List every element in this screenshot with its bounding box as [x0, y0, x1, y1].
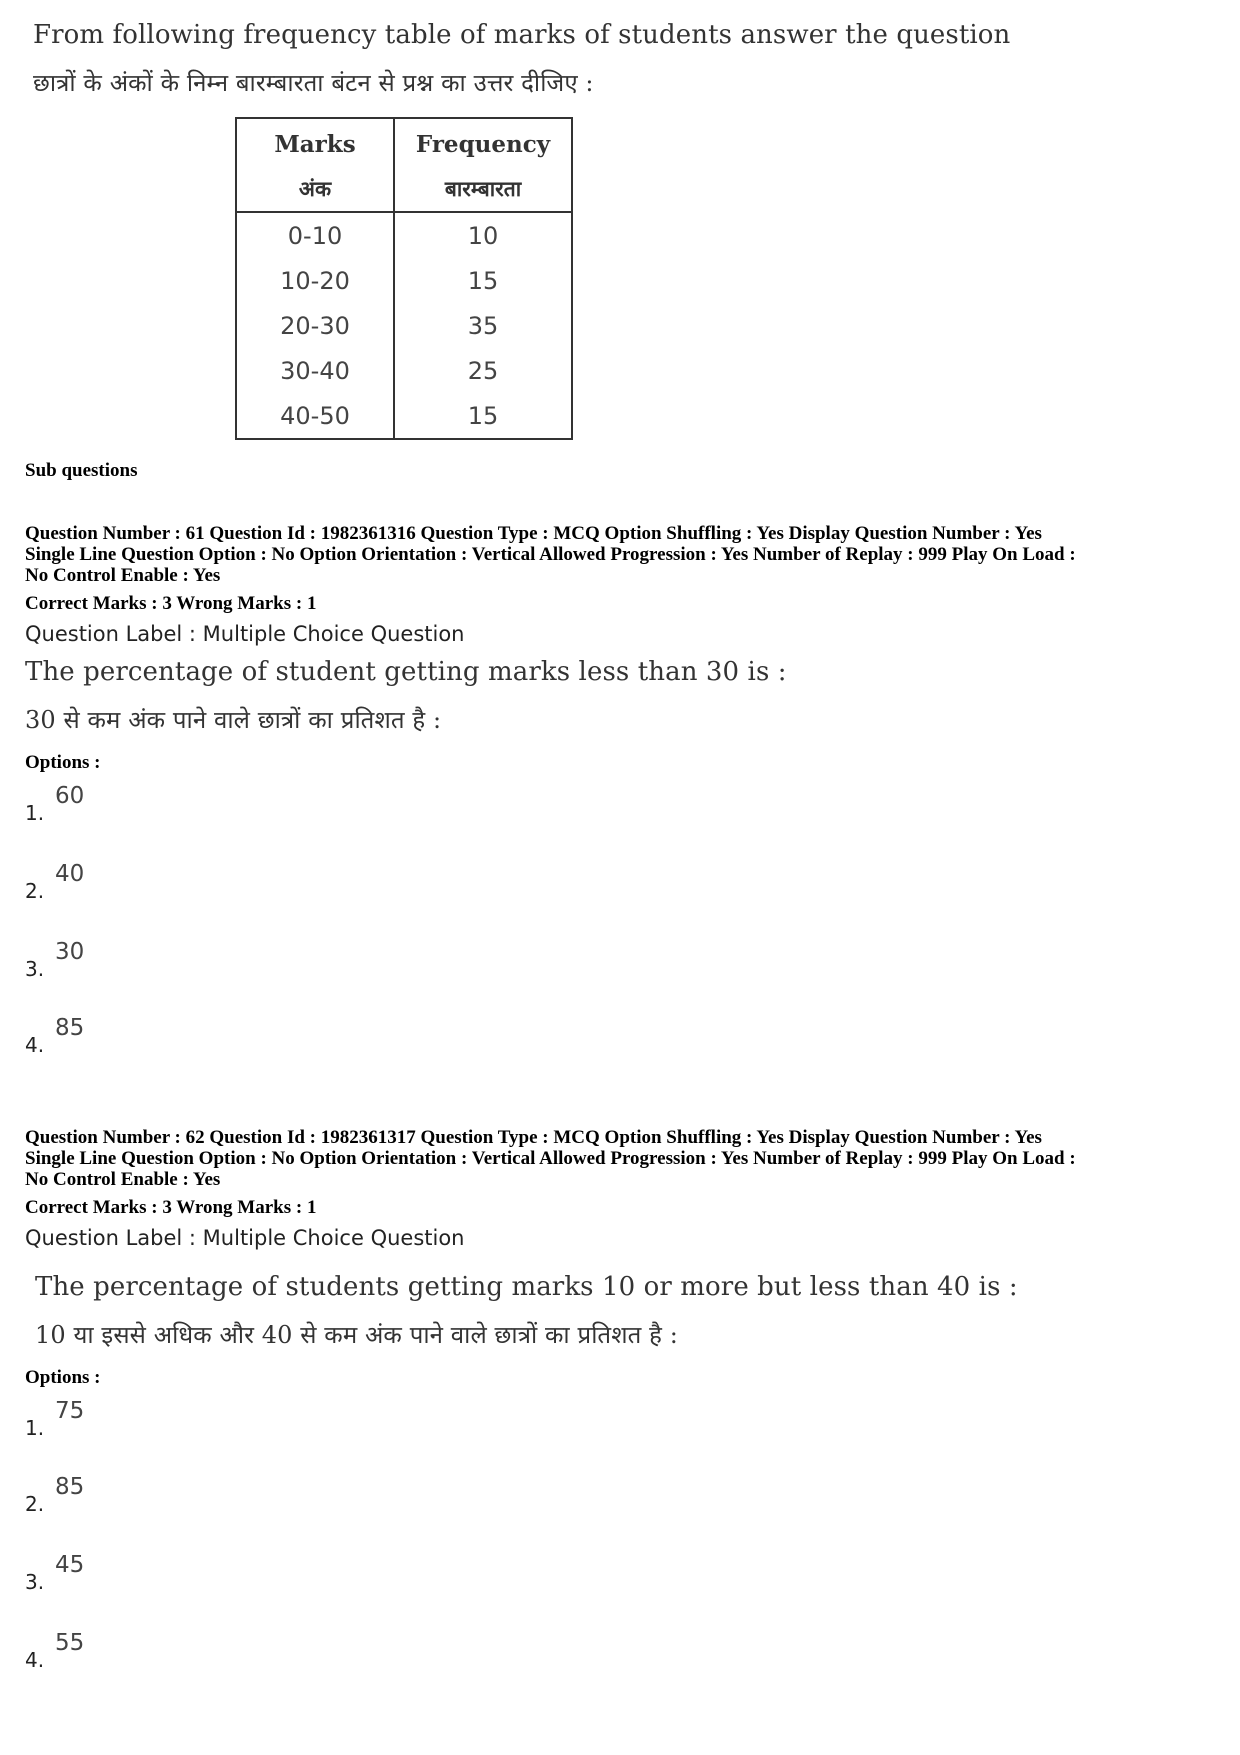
option-number: 1.: [25, 801, 45, 825]
question-61-marks: Correct Marks : 3 Wrong Marks : 1: [25, 593, 317, 614]
option-value: 85: [55, 1015, 85, 1041]
table-row: [236, 393, 572, 439]
table-row: [236, 258, 572, 303]
question-62-meta: [25, 1127, 1225, 1190]
option-number: 3.: [25, 1570, 45, 1594]
question-62-text-hindi: 10 या इससे अधिक और 40 से कम अंक पाने वाले छात्रों का प्रतिशत है :: [35, 1321, 678, 1349]
meta-line: Single Line Question Option : No Option Orientation : Vertical Allowed Progression : Yes Number of Replay : 999 Play On Load :: [25, 1148, 1076, 1169]
table-row: [236, 348, 572, 393]
header-marks-hi: अंक: [236, 167, 394, 212]
table-row: [236, 212, 572, 258]
question-62-label: Question Label : Multiple Choice Question: [25, 1226, 465, 1250]
option-value: 30: [55, 939, 85, 965]
option-value: 85: [55, 1474, 85, 1500]
frequency-table: [235, 117, 573, 440]
question-62-options-title: Options :: [25, 1367, 101, 1388]
cell-frequency: 15: [394, 393, 572, 439]
meta-line: No Control Enable : Yes: [25, 565, 221, 586]
sub-questions-heading: Sub questions: [25, 460, 138, 481]
meta-line: Single Line Question Option : No Option Orientation : Vertical Allowed Progression : Yes Number of Replay : 999 Play On Load :: [25, 544, 1076, 565]
cell-marks: 0-10: [236, 212, 394, 258]
meta-line: No Control Enable : Yes: [25, 1169, 221, 1190]
question-61-options-title: Options :: [25, 752, 101, 773]
option-value: 40: [55, 861, 85, 887]
option-number: 3.: [25, 957, 45, 981]
question-62-marks: Correct Marks : 3 Wrong Marks : 1: [25, 1197, 317, 1218]
option-value: 75: [55, 1398, 85, 1424]
cell-marks: 40-50: [236, 393, 394, 439]
header-frequency-en: Frequency: [394, 118, 572, 167]
question-61-text-hindi: 30 से कम अंक पाने वाले छात्रों का प्रतिशत है :: [25, 706, 442, 734]
option-number: 2.: [25, 1492, 45, 1516]
cell-marks: 30-40: [236, 348, 394, 393]
meta-line: Question Number : 62 Question Id : 1982361317 Question Type : MCQ Option Shuffling : Yes Display Question Number : Yes: [25, 1127, 1042, 1148]
option-number: 1.: [25, 1416, 45, 1440]
cell-frequency: 15: [394, 258, 572, 303]
question-62-text-english: The percentage of students getting marks 10 or more but less than 40 is :: [35, 1272, 1018, 1302]
option-number: 2.: [25, 879, 45, 903]
intro-hindi: छात्रों के अंकों के निम्न बारम्बारता बंटन से प्रश्न का उत्तर दीजिए :: [33, 69, 594, 97]
intro-english: From following frequency table of marks of students answer the question: [33, 20, 1011, 50]
header-frequency-hi: बारम्बारता: [394, 167, 572, 212]
option-value: 45: [55, 1552, 85, 1578]
option-value: 60: [55, 783, 85, 809]
cell-frequency: 25: [394, 348, 572, 393]
option-number: 4.: [25, 1648, 45, 1672]
option-number: 4.: [25, 1033, 45, 1057]
question-61-text-english: The percentage of student getting marks less than 30 is :: [25, 657, 787, 687]
cell-frequency: 35: [394, 303, 572, 348]
header-marks-en: Marks: [236, 118, 394, 167]
cell-marks: 20-30: [236, 303, 394, 348]
table-row: [236, 303, 572, 348]
question-61-meta: [25, 523, 1225, 586]
cell-marks: 10-20: [236, 258, 394, 303]
option-value: 55: [55, 1630, 85, 1656]
meta-line: Question Number : 61 Question Id : 1982361316 Question Type : MCQ Option Shuffling : Yes Display Question Number : Yes: [25, 523, 1042, 544]
question-61-label: Question Label : Multiple Choice Question: [25, 622, 465, 646]
cell-frequency: 10: [394, 212, 572, 258]
